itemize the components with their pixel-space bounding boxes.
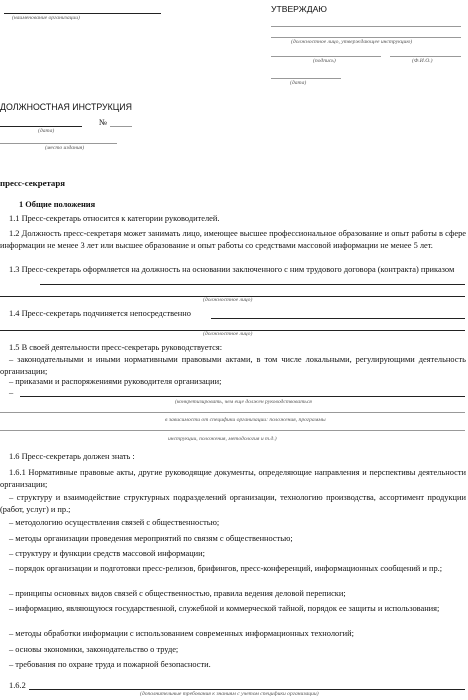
approver-name-caption: (Ф.И.О.) [412, 58, 433, 64]
approve-heading: УТВЕРЖДАЮ [271, 4, 327, 14]
knowledge-item: – методологию осуществления связей с общественностью; [9, 518, 220, 527]
guidance-caption-1: (конкретизировать, чем еще должен руководствоваться [175, 399, 312, 405]
approver-name-line[interactable] [390, 56, 461, 57]
guidance-caption-3: инструкции, положения, методология и т.д.) [168, 436, 277, 442]
org-name-line[interactable] [4, 13, 161, 14]
approve-date-line[interactable] [271, 78, 341, 79]
clause-1-5: 1.5 В своей деятельности пресс-секретарь руководствуется: [9, 343, 223, 352]
knowledge-item: – методы организации проведения мероприятий по связям с общественностью; [9, 534, 293, 543]
clause-1-1: 1.1 Пресс-секретарь относится к категории руководителей. [9, 214, 220, 223]
clause-1-4: 1.4 Пресс-секретарь подчиняется непосредственно [9, 309, 191, 318]
signature-line[interactable] [271, 56, 381, 57]
guidance-caption-2: в зависимости от специфики организации: положения, программы [165, 417, 326, 423]
approver-position-line-1[interactable] [271, 26, 461, 27]
doc-date-line[interactable] [0, 126, 82, 127]
clause-1-2: 1.2 Должность пресс-секретаря может занимать лицо, имеющее высшее профессиональное образование и опыт работы в сфере информации не менее 3 лет или высшее образование и опыт работы со средствами массовой информации не менее 5 лет. [0, 229, 466, 250]
clause-1-5-b: – приказами и распоряжениями руководителя организации; [9, 377, 222, 386]
extra-knowledge-line[interactable] [29, 689, 465, 690]
extra-knowledge-caption: (дополнительные требования к знаниям с учетом специфики организации) [140, 691, 319, 697]
doc-place-caption: (место издания) [45, 145, 85, 151]
approve-date-caption: (дата) [290, 80, 307, 86]
knowledge-item: – структуру и функции средств массовой информации; [9, 549, 205, 558]
order-official-line-2[interactable] [0, 296, 465, 297]
doc-date-caption: (дата) [38, 128, 55, 134]
guidance-line-2[interactable] [0, 412, 465, 413]
knowledge-item: – принципы основных видов связей с общественностью, правила ведения деловой переписки; [9, 589, 346, 598]
approver-position-line-2[interactable] [271, 37, 461, 38]
document-subject: пресс-секретаря [0, 178, 65, 188]
clause-1-5-a: – законодательными и иными нормативными правовыми актами, в том числе локальными, регулирующими деятельность организации; [0, 355, 466, 376]
knowledge-item: – требования по охране труда и пожарной безопасности. [9, 660, 211, 669]
knowledge-item: – методы обработки информации с использованием современных информационных технологий; [9, 629, 354, 638]
doc-number-line[interactable] [110, 126, 132, 127]
signature-caption: (подпись) [313, 58, 336, 64]
approver-position-caption: (должностное лицо, утверждающее инструкцию) [291, 39, 413, 45]
section-heading: 1 Общие положения [19, 200, 96, 209]
supervisor-caption: (должностное лицо) [203, 331, 253, 337]
document-title: ДОЛЖНОСТНАЯ ИНСТРУКЦИЯ [0, 102, 132, 112]
order-official-line[interactable] [40, 284, 465, 285]
guidance-line-3[interactable] [0, 430, 465, 431]
knowledge-item: – структуру и взаимодействие структурных подразделений организации, технологию производства, ассортимент продукции (работ, услуг) и пр.; [0, 493, 466, 514]
knowledge-item: – порядок организации и подготовки пресс-релизов, брифингов, пресс-конференций, информационных сообщений и пр.; [9, 564, 443, 573]
clause-1-6: 1.6 Пресс-секретарь должен знать : [9, 452, 135, 461]
clause-1-6-1: 1.6.1 Нормативные правовые акты, другие руководящие документы, определяющие направления и перспективы деятельности организации; [0, 468, 466, 489]
clause-1-6-2: 1.6.2 [9, 681, 26, 690]
knowledge-item: – информацию, являющуюся государственной, служебной и коммерческой тайной, порядок ее защиты и использования; [9, 604, 440, 613]
order-official-caption: (должностное лицо) [203, 297, 253, 303]
doc-place-line[interactable] [0, 143, 117, 144]
knowledge-item: – основы экономики, законодательство о труде; [9, 645, 179, 654]
guidance-line-1[interactable] [20, 396, 465, 397]
doc-number-sign: № [99, 118, 107, 127]
clause-1-5-c: – [9, 388, 14, 397]
clause-1-3: 1.3 Пресс-секретарь оформляется на должность на основании заключенного с ним трудового договора (контракта) приказом [9, 265, 455, 274]
org-name-caption: (наименование организации) [12, 15, 80, 21]
supervisor-line[interactable] [211, 318, 465, 319]
